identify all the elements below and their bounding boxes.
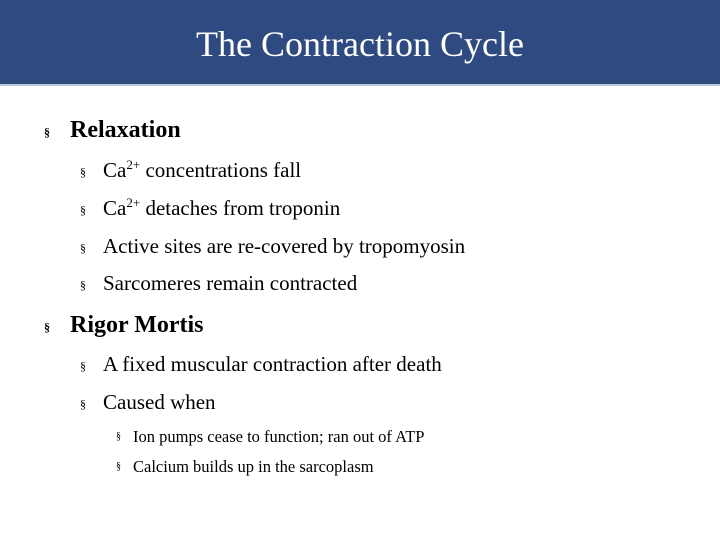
item-prefix: Ca [103, 196, 127, 220]
bullet-icon: § [44, 125, 50, 139]
item-text: Calcium builds up in the sarcoplasm [133, 457, 374, 476]
item-text: Sarcomeres remain contracted [103, 271, 358, 295]
list-item [80, 234, 465, 259]
item-text: detaches from troponin [140, 196, 341, 220]
bullet-icon: § [116, 431, 121, 442]
sub-list-item [116, 457, 374, 477]
item-prefix: Ca [103, 158, 127, 182]
slide-title: The Contraction Cycle [196, 24, 524, 64]
item-text: concentrations fall [140, 158, 302, 182]
list-item [80, 390, 216, 415]
item-superscript: 2+ [126, 194, 141, 210]
bullet-icon: § [80, 203, 86, 217]
item-text: Caused when [103, 390, 216, 414]
bullet-icon: § [80, 278, 86, 292]
list-item [80, 271, 357, 296]
item-text: A fixed muscular contraction after death [103, 352, 442, 376]
bullet-icon: § [116, 461, 121, 472]
item-text: Ion pumps cease to function; ran out of ATP [133, 427, 425, 446]
bullet-icon: § [80, 165, 86, 179]
bullet-icon: § [80, 359, 86, 373]
heading-relaxation [44, 117, 181, 144]
bullet-icon: § [80, 241, 86, 255]
list-item [80, 158, 301, 183]
title-bar [0, 0, 720, 86]
list-item [80, 352, 442, 377]
item-superscript: 2+ [126, 156, 141, 172]
heading-text: Relaxation [70, 117, 181, 143]
bullet-icon: § [44, 320, 50, 334]
item-text: Active sites are re-covered by tropomyosin [103, 234, 466, 258]
heading-rigor-mortis [44, 312, 204, 339]
sub-list-item [116, 427, 424, 447]
heading-text: Rigor Mortis [70, 312, 204, 338]
bullet-icon: § [80, 397, 86, 411]
list-item [80, 196, 340, 221]
